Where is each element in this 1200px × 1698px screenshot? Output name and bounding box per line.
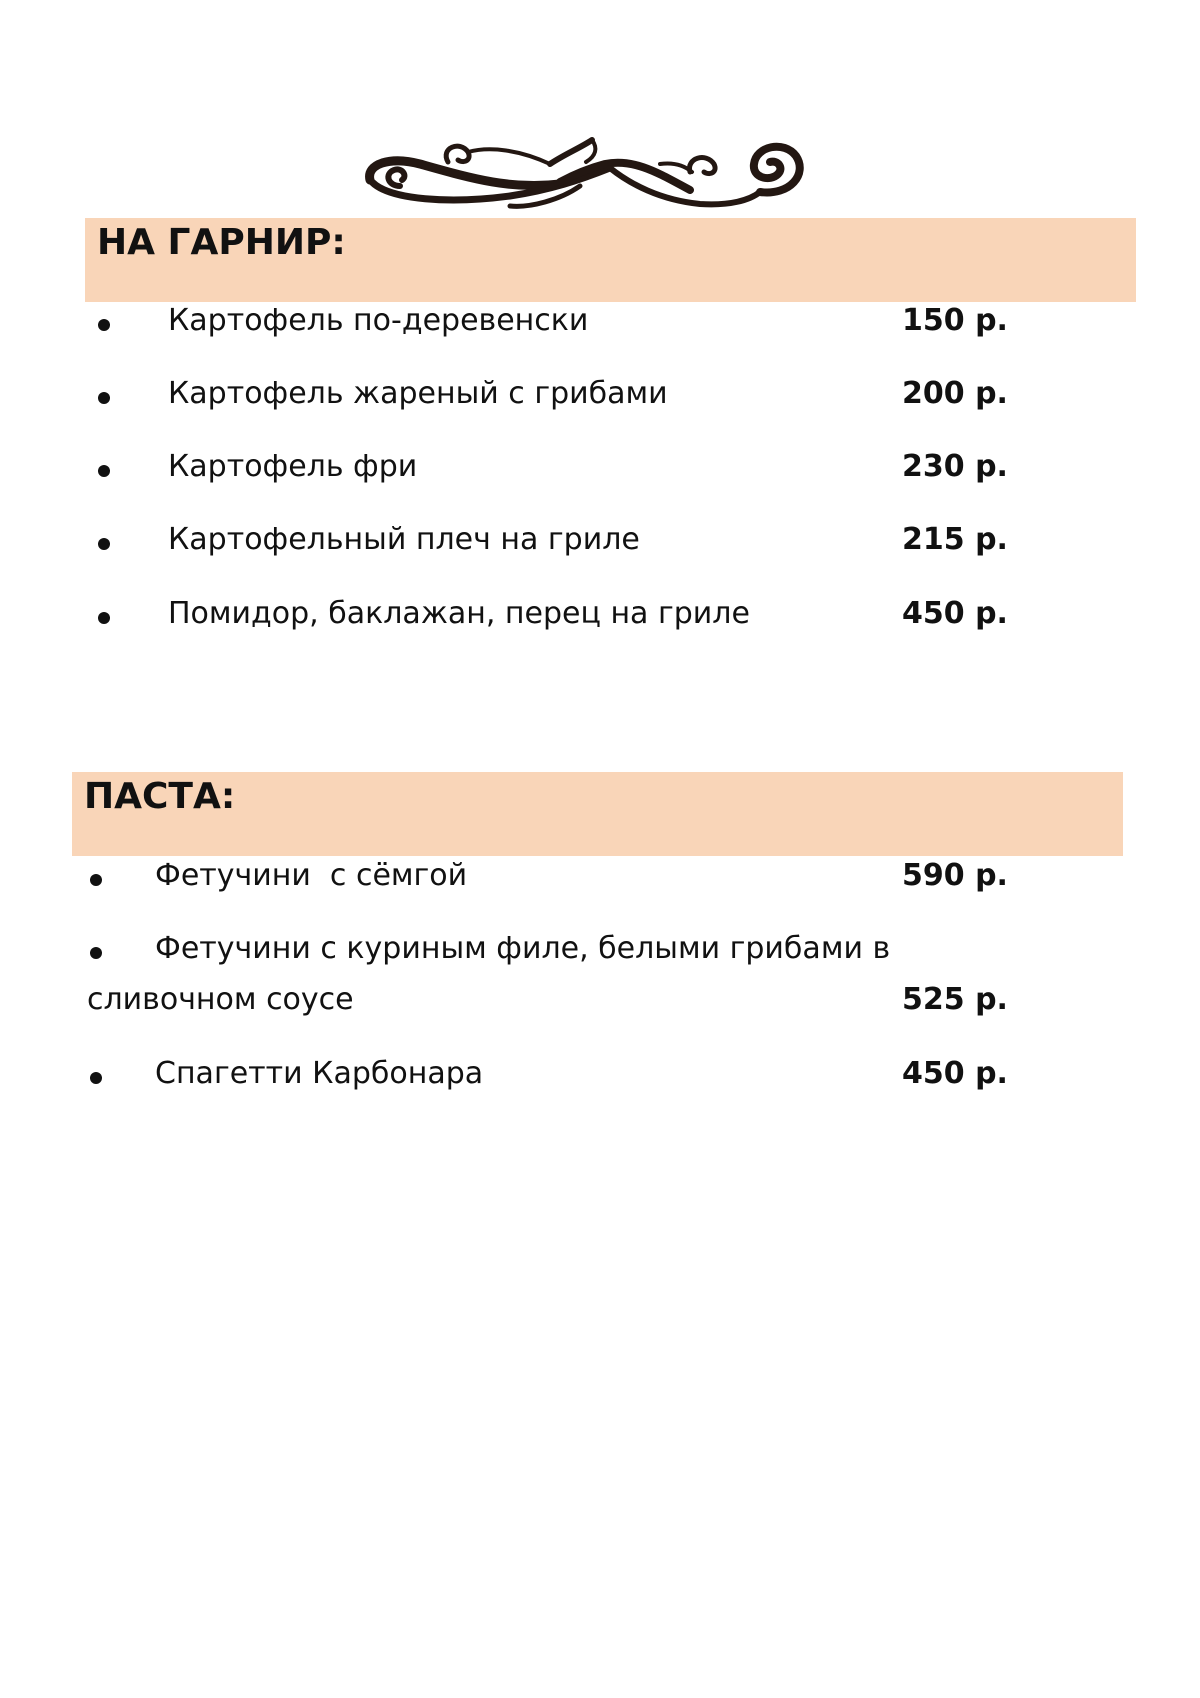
menu-item-name-continued: сливочном соусе	[87, 982, 354, 1017]
menu-item-name: Картофель по-деревенски	[168, 303, 589, 338]
menu-item-price: 450 р.	[902, 596, 1008, 631]
menu-item-name: Фетучини с куриным филе, белыми грибами в	[155, 931, 891, 966]
menu-item-price: 150 р.	[902, 303, 1008, 338]
menu-item	[0, 1056, 1200, 1100]
menu-item-name: Помидор, баклажан, перец на гриле	[168, 596, 750, 631]
menu-item-price: 525 р.	[902, 982, 1008, 1017]
bullet-icon	[90, 1072, 102, 1084]
bullet-icon	[98, 465, 110, 477]
menu-item	[0, 931, 1200, 1027]
menu-item-price: 215 р.	[902, 522, 1008, 557]
menu-item-price: 590 р.	[902, 858, 1008, 893]
menu-item-name: Картофель фри	[168, 449, 418, 484]
decorative-swirl-icon	[360, 134, 820, 224]
section-header-pasta	[72, 772, 1123, 856]
section-title-pasta: ПАСТА:	[84, 776, 236, 817]
section-header-garnish	[85, 218, 1136, 302]
bullet-icon	[90, 947, 102, 959]
menu-item-name: Фетучини с сёмгой	[155, 858, 468, 893]
bullet-icon	[98, 392, 110, 404]
menu-item-price: 200 р.	[902, 376, 1008, 411]
menu-item	[0, 596, 1200, 640]
menu-item-price: 450 р.	[902, 1056, 1008, 1091]
bullet-icon	[98, 319, 110, 331]
bullet-icon	[90, 874, 102, 886]
menu-item	[0, 858, 1200, 902]
menu-item-name: Спагетти Карбонара	[155, 1056, 484, 1091]
menu-item-name: Картофель жареный с грибами	[168, 376, 668, 411]
menu-item-price: 230 р.	[902, 449, 1008, 484]
menu-item	[0, 449, 1200, 493]
menu-item	[0, 376, 1200, 420]
section-title-garnish: НА ГАРНИР:	[97, 222, 346, 263]
bullet-icon	[98, 612, 110, 624]
menu-item	[0, 303, 1200, 347]
menu-item	[0, 522, 1200, 566]
menu-item-name: Картофельный плеч на гриле	[168, 522, 640, 557]
bullet-icon	[98, 538, 110, 550]
